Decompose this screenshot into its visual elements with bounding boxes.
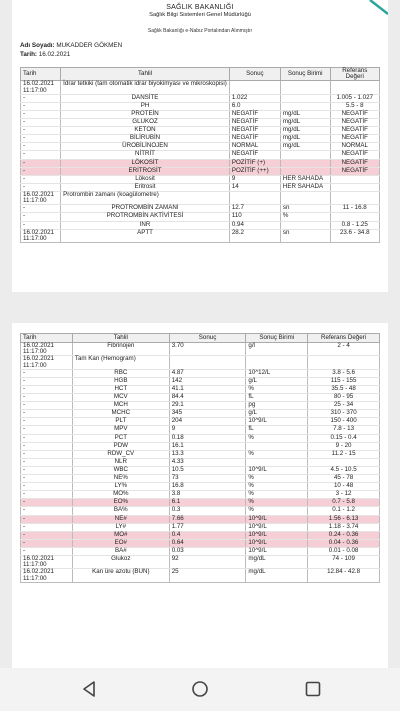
cell-reference: NEGATİF (330, 135, 380, 143)
cell-result: 16.1 (169, 442, 246, 450)
cell-result: 9 (229, 175, 280, 183)
cell-unit: % (246, 491, 308, 499)
cell-test: NE% (72, 475, 169, 483)
patient-name (20, 42, 122, 49)
cell-unit: 10^9/L (246, 515, 308, 523)
table-row (21, 205, 380, 213)
cell-unit (280, 191, 330, 204)
cell-date: - (21, 159, 61, 167)
col-unit: Sonuç Birimi (280, 68, 330, 81)
cell-test: HGB (72, 377, 169, 385)
table-row (21, 458, 380, 466)
cell-unit: g/L (246, 410, 308, 418)
cell-test: Tam Kan (Hemogram) (72, 356, 169, 369)
cell-reference: 23.6 - 34.8 (330, 229, 380, 242)
cell-unit (280, 221, 330, 229)
col-result: Sonuç (229, 68, 280, 81)
table-row (21, 569, 380, 582)
cell-result: NEGATİF (229, 151, 280, 159)
cell-reference: 3 - 12 (308, 491, 380, 499)
cell-reference: 0.01 - 0.08 (308, 547, 380, 555)
lab-results-table-2 (20, 333, 380, 583)
cell-result: 12.7 (229, 205, 280, 213)
cell-result: 142 (169, 377, 246, 385)
cell-date: - (21, 394, 73, 402)
cell-date: 16.02.2021 11:17:00 (21, 356, 73, 369)
cell-test: BA% (72, 507, 169, 515)
cell-date: - (21, 94, 61, 102)
cell-unit (280, 159, 330, 167)
report-date (20, 51, 70, 58)
source-note: Sağlık Bakanlığı e-Nabız Portalından Alınmıştır (147, 28, 253, 34)
cell-result: 0.4 (169, 531, 246, 539)
table-row (21, 418, 380, 426)
col-reference: Referans Değeri (308, 334, 380, 343)
cell-test: APTT (61, 229, 230, 242)
report-page-2 (12, 323, 388, 668)
cell-reference (330, 175, 380, 183)
cell-unit (246, 442, 308, 450)
cell-test: DANSİTE (61, 94, 230, 102)
cell-test: NİTRİT (61, 151, 230, 159)
cell-date: - (21, 483, 73, 491)
cell-reference (330, 213, 380, 221)
cell-reference: 310 - 370 (308, 410, 380, 418)
cell-result: 4.33 (169, 458, 246, 466)
table-header-row (21, 68, 380, 81)
table-row (21, 159, 380, 167)
cell-result: 10.5 (169, 466, 246, 474)
cell-date: - (21, 119, 61, 127)
cell-unit: % (246, 507, 308, 515)
cell-unit: % (246, 483, 308, 491)
cell-unit: % (246, 499, 308, 507)
cell-result (169, 356, 246, 369)
cell-unit: 10^9/L (246, 547, 308, 555)
cell-test: Eritrosit (61, 183, 230, 191)
table-row (21, 81, 380, 94)
cell-unit: fL (246, 426, 308, 434)
cell-reference: 4.5 - 10.5 (308, 466, 380, 474)
cell-unit: g/l (246, 343, 308, 356)
cell-reference: NEGATİF (330, 159, 380, 167)
cell-date: - (21, 507, 73, 515)
cell-reference: NEGATİF (330, 151, 380, 159)
cell-reference: 3.8 - 5.6 (308, 369, 380, 377)
cell-reference: 0.1 - 1.2 (308, 507, 380, 515)
cell-result: 9 (169, 426, 246, 434)
cell-reference (330, 81, 380, 94)
cell-result: 204 (169, 418, 246, 426)
cell-test: Fibrinojen (72, 343, 169, 356)
cell-date: 16.02.2021 11:17:00 (21, 343, 73, 356)
cell-reference: 0.24 - 0.36 (308, 531, 380, 539)
cell-result: 29.1 (169, 402, 246, 410)
cell-result: 7.66 (169, 515, 246, 523)
cell-unit: mg/dL (280, 143, 330, 151)
cell-test: Lökosit (61, 175, 230, 183)
cell-result: 4.87 (169, 369, 246, 377)
cell-date: - (21, 466, 73, 474)
lab-results-table-1 (20, 67, 380, 243)
cell-date: - (21, 475, 73, 483)
cell-unit: HER SAHADA (280, 183, 330, 191)
table-row (21, 151, 380, 159)
cell-test: PH (61, 102, 230, 110)
cell-date: - (21, 450, 73, 458)
table-row (21, 515, 380, 523)
cell-reference: 115 - 155 (308, 377, 380, 385)
cell-unit: mg/dL (280, 127, 330, 135)
cell-unit: 10^9/L (246, 523, 308, 531)
cell-test: MO% (72, 491, 169, 499)
table-row (21, 547, 380, 555)
cell-unit: fL (246, 394, 308, 402)
cell-date: - (21, 531, 73, 539)
cell-result (229, 81, 280, 94)
cell-test: PROTROMBİN AKTİVİTESİ (61, 213, 230, 221)
cell-test: PDW (72, 442, 169, 450)
cell-date: - (21, 143, 61, 151)
cell-date: - (21, 523, 73, 531)
table-row (21, 377, 380, 385)
table-row (21, 483, 380, 491)
cell-date: - (21, 151, 61, 159)
report-date-value: 16.02.2021 (38, 51, 71, 58)
col-reference: Referans Değeri (330, 68, 380, 81)
cell-test: RBC (72, 369, 169, 377)
col-date: Tarih (21, 68, 61, 81)
cell-reference: 1.56 - 6.13 (308, 515, 380, 523)
cell-result: 73 (169, 475, 246, 483)
cell-reference: 45 - 78 (308, 475, 380, 483)
table-row (21, 369, 380, 377)
cell-test: EO% (72, 499, 169, 507)
cell-reference: NEGATİF (330, 127, 380, 135)
table-row (21, 191, 380, 204)
cell-date: - (21, 499, 73, 507)
cell-date: - (21, 183, 61, 191)
cell-date: - (21, 515, 73, 523)
cell-date: - (21, 418, 73, 426)
cell-date: - (21, 102, 61, 110)
cell-reference: 35.5 - 48 (308, 386, 380, 394)
table-row (21, 343, 380, 356)
cell-reference: NEGATİF (330, 111, 380, 119)
table-row (21, 119, 380, 127)
cell-test: PROTEİN (61, 111, 230, 119)
cell-unit: mg/dL (246, 555, 308, 568)
cell-result: NEGATİF (229, 119, 280, 127)
cell-reference: 5.5 - 8 (330, 102, 380, 110)
cell-test: Kan üre azotu (BUN) (72, 569, 169, 582)
cell-test: MCHC (72, 410, 169, 418)
patient-name-value: MUKADDER GÖKMEN (56, 42, 123, 49)
cell-reference: 0.15 - 0.4 (308, 434, 380, 442)
cell-test: Glukoz (72, 555, 169, 568)
cell-date: - (21, 127, 61, 135)
cell-reference: NEGATİF (330, 119, 380, 127)
cell-date: - (21, 386, 73, 394)
col-test: Tahlil (61, 68, 230, 81)
cell-unit: 10^9/L (246, 531, 308, 539)
table-row (21, 442, 380, 450)
cell-unit: % (280, 213, 330, 221)
cell-result: 13.3 (169, 450, 246, 458)
cell-test: ERİTROSİT (61, 167, 230, 175)
cell-date: - (21, 434, 73, 442)
table-row (21, 135, 380, 143)
table-row (21, 111, 380, 119)
cell-result (229, 191, 280, 204)
cell-date: - (21, 491, 73, 499)
cell-test: BİLİRUBİN (61, 135, 230, 143)
cell-date: - (21, 135, 61, 143)
table-row (21, 213, 380, 221)
cell-test: EO# (72, 539, 169, 547)
cell-date: - (21, 547, 73, 555)
cell-date: - (21, 442, 73, 450)
cell-test: LY% (72, 483, 169, 491)
col-unit: Sonuç Birimi (246, 334, 308, 343)
cell-test: MCH (72, 402, 169, 410)
cell-reference: 1.18 - 3.74 (308, 523, 380, 531)
table-row (21, 175, 380, 183)
cell-unit: 10^9/L (246, 539, 308, 547)
cell-reference: 0.04 - 0.36 (308, 539, 380, 547)
cell-unit: mg/dL (280, 119, 330, 127)
cell-test: Protrombin zamanı (koagülometre) (61, 191, 230, 204)
cell-unit: pg (246, 402, 308, 410)
cell-result: 84.4 (169, 394, 246, 402)
table-row (21, 531, 380, 539)
cell-reference: 12.84 - 42.8 (308, 569, 380, 582)
table-row (21, 102, 380, 110)
cell-result: 0.94 (229, 221, 280, 229)
cell-date: - (21, 402, 73, 410)
cell-result: 0.03 (169, 547, 246, 555)
table-row (21, 410, 380, 418)
cell-unit: 10^12/L (246, 369, 308, 377)
recents-square-icon[interactable] (304, 680, 322, 698)
cell-date: - (21, 205, 61, 213)
cell-unit: mg/dL (246, 569, 308, 582)
cell-result: 0.18 (169, 434, 246, 442)
cell-unit (246, 356, 308, 369)
cell-reference: NORMAL (330, 143, 380, 151)
cell-result: 92 (169, 555, 246, 568)
table-row (21, 394, 380, 402)
cell-reference: NEGATİF (330, 167, 380, 175)
android-navigation-bar (0, 668, 400, 711)
cell-date: - (21, 539, 73, 547)
back-triangle-icon[interactable] (80, 680, 98, 698)
table-row (21, 539, 380, 547)
cell-result: 6.0 (229, 102, 280, 110)
cell-test: MCV (72, 394, 169, 402)
cell-reference: 7.8 - 13 (308, 426, 380, 434)
cell-reference: 10 - 48 (308, 483, 380, 491)
department-title: Sağlık Bilgi Sistemleri Genel Müdürlüğü (149, 12, 251, 18)
cell-unit: 10^9/L (246, 418, 308, 426)
cell-result: 0.64 (169, 539, 246, 547)
table-row (21, 402, 380, 410)
cell-date: - (21, 213, 61, 221)
cell-date: - (21, 167, 61, 175)
cell-reference: 9 - 20 (308, 442, 380, 450)
cell-result: 3.8 (169, 491, 246, 499)
cell-unit: mg/dL (280, 111, 330, 119)
report-page-1 (12, 0, 388, 292)
cell-reference: 2 - 4 (308, 343, 380, 356)
cell-date: - (21, 175, 61, 183)
cell-result: POZİTİF (++) (229, 167, 280, 175)
ministry-title: SAĞLIK BAKANLIĞI (166, 4, 234, 11)
cell-reference: 11 - 16.8 (330, 205, 380, 213)
col-test: Tahlil (72, 334, 169, 343)
cell-result: 28.2 (229, 229, 280, 242)
cell-date: - (21, 458, 73, 466)
cell-unit (280, 94, 330, 102)
table-row (21, 229, 380, 242)
cell-date: 16.02.2021 11:17:00 (21, 569, 73, 582)
cell-result: NEGATİF (229, 111, 280, 119)
table-row (21, 555, 380, 568)
cell-result: NEGATİF (229, 127, 280, 135)
cell-test: HCT (72, 386, 169, 394)
cell-date: 16.02.2021 11:17:00 (21, 229, 61, 242)
cell-result: 1.77 (169, 523, 246, 531)
cell-result: 0.3 (169, 507, 246, 515)
cell-reference: 150 - 400 (308, 418, 380, 426)
cell-test: PCT (72, 434, 169, 442)
cell-test: İdrar tetkiki (tam otomatik idrar biyokimyası ve mikroskopisi) (61, 81, 230, 94)
cell-result: NORMAL (229, 143, 280, 151)
cell-test: NE# (72, 515, 169, 523)
home-circle-icon[interactable] (191, 680, 209, 698)
cell-result: NEGATİF (229, 135, 280, 143)
col-result: Sonuç (169, 334, 246, 343)
table-row (21, 94, 380, 102)
cell-unit: % (246, 434, 308, 442)
cell-date: - (21, 369, 73, 377)
cell-test: BA# (72, 547, 169, 555)
cell-reference: 0.7 - 5.8 (308, 499, 380, 507)
cell-date: - (21, 221, 61, 229)
cell-test: RDW_CV (72, 450, 169, 458)
cell-test: LÖKOSİT (61, 159, 230, 167)
cell-test: PROTROMBİN ZAMANI (61, 205, 230, 213)
cell-reference (330, 183, 380, 191)
cell-date: 16.02.2021 11:17:00 (21, 555, 73, 568)
cell-date: - (21, 111, 61, 119)
cell-date: 16.02.2021 11:17:00 (21, 81, 61, 94)
cell-reference: 1.005 - 1.027 (330, 94, 380, 102)
cell-unit (280, 81, 330, 94)
cell-test: KETON (61, 127, 230, 135)
cell-unit: % (246, 450, 308, 458)
table-row (21, 499, 380, 507)
cell-test: MPV (72, 426, 169, 434)
cell-result: POZİTİF (+) (229, 159, 280, 167)
cell-reference: 80 - 95 (308, 394, 380, 402)
cell-date: - (21, 410, 73, 418)
table-row (21, 523, 380, 531)
table-row (21, 491, 380, 499)
cell-date: - (21, 426, 73, 434)
cell-test: INR (61, 221, 230, 229)
cell-test: ÜROBİLİNOJEN (61, 143, 230, 151)
table-header-row (21, 334, 380, 343)
cell-date: 16.02.2021 11:17:00 (21, 191, 61, 204)
table-row (21, 356, 380, 369)
cell-unit: sn (280, 205, 330, 213)
table-row (21, 143, 380, 151)
cell-result: 110 (229, 213, 280, 221)
cell-test: PLT (72, 418, 169, 426)
table-row (21, 426, 380, 434)
cell-unit: mg/dL (280, 135, 330, 143)
cell-unit: % (246, 475, 308, 483)
table-row (21, 167, 380, 175)
patient-name-label: Adı Soyadı: (20, 42, 55, 49)
table-row (21, 221, 380, 229)
cell-result: 25 (169, 569, 246, 582)
cell-unit: HER SAHADA (280, 175, 330, 183)
col-date: Tarih (21, 334, 73, 343)
table-row (21, 386, 380, 394)
cell-unit: 10^9/L (246, 466, 308, 474)
cell-test: NLR (72, 458, 169, 466)
cell-test: WBC (72, 466, 169, 474)
cell-test: MO# (72, 531, 169, 539)
cell-result: 3.70 (169, 343, 246, 356)
report-date-label: Tarih: (20, 51, 38, 58)
table-row (21, 434, 380, 442)
cell-result: 6.1 (169, 499, 246, 507)
cell-reference: 25 - 34 (308, 402, 380, 410)
cell-result: 41.1 (169, 386, 246, 394)
cell-result: 14 (229, 183, 280, 191)
cell-unit: g/L (246, 377, 308, 385)
cell-date: - (21, 377, 73, 385)
cell-reference (308, 356, 380, 369)
cell-result: 1.022 (229, 94, 280, 102)
cell-reference: 74 - 109 (308, 555, 380, 568)
cell-reference: 11.2 - 15 (308, 450, 380, 458)
cell-unit: % (246, 386, 308, 394)
cell-result: 345 (169, 410, 246, 418)
cell-result: 16.8 (169, 483, 246, 491)
cell-unit: sn (280, 229, 330, 242)
table-row (21, 466, 380, 474)
cell-test: LY# (72, 523, 169, 531)
cell-reference: 0.8 - 1.25 (330, 221, 380, 229)
table-row (21, 450, 380, 458)
table-row (21, 507, 380, 515)
cell-reference (330, 191, 380, 204)
cell-unit (280, 151, 330, 159)
table-row (21, 475, 380, 483)
table-row (21, 127, 380, 135)
cell-test: GLUKOZ (61, 119, 230, 127)
